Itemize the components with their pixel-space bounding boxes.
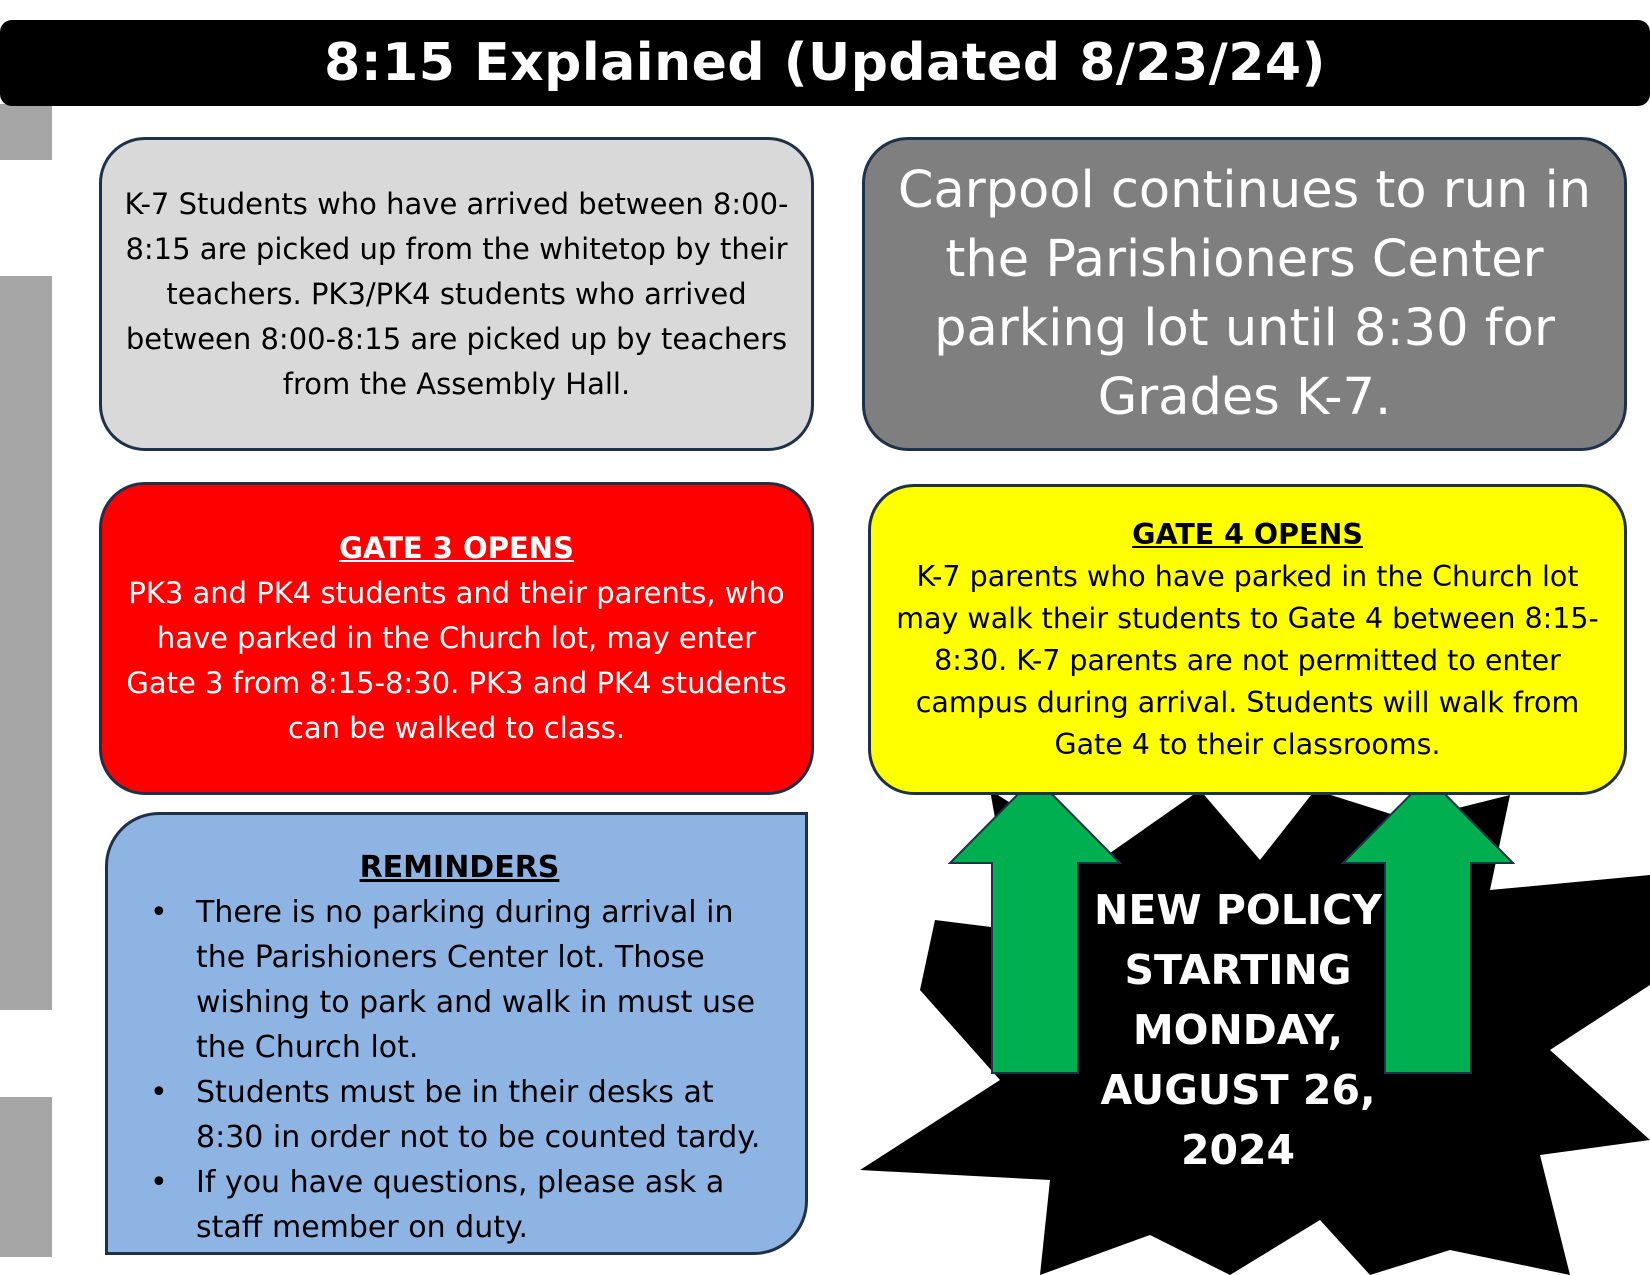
policy-line: NEW POLICY (1094, 886, 1382, 934)
new-policy-text (1078, 880, 1398, 1180)
reminders-box (105, 812, 808, 1255)
reminder-text: There is no parking during arrival in the Parishioners Center lot. Those wishing to park and walk in must use the Church lot. (196, 895, 756, 1065)
title-bar (0, 20, 1650, 106)
reminder-text: If you have questions, please ask a staff member on duty. (196, 1165, 725, 1245)
list-item (144, 890, 775, 1070)
gate3-heading: GATE 3 OPENS (339, 531, 574, 565)
reminders-list (144, 890, 775, 1250)
left-strip-bottom (0, 1097, 52, 1257)
reminder-text: Students must be in their desks at 8:30 in order not to be counted tardy. (196, 1075, 761, 1155)
k7-arrival-box (99, 137, 814, 451)
bullet-icon: • (150, 1075, 168, 1110)
policy-line: AUGUST 26, (1100, 1066, 1376, 1114)
policy-line: MONDAY, (1132, 1006, 1344, 1054)
list-item (144, 1070, 775, 1160)
bullet-icon: • (150, 1165, 168, 1200)
bullet-icon: • (150, 895, 168, 930)
page-title: 8:15 Explained (Updated 8/23/24) (324, 33, 1326, 93)
left-strip-middle (0, 276, 52, 1010)
reminders-heading: REMINDERS (359, 850, 560, 885)
carpool-text: Carpool continues to run in the Parishioners Center parking lot until 8:30 for Grades K-7. (897, 161, 1592, 427)
gate4-heading: GATE 4 OPENS (1132, 517, 1363, 551)
carpool-box (862, 137, 1627, 451)
gate3-box (99, 482, 814, 795)
gate4-box (868, 484, 1627, 795)
policy-line: 2024 (1180, 1126, 1296, 1174)
k7-arrival-text: K-7 Students who have arrived between 8:00-8:15 are picked up from the whitetop by their teachers. PK3/PK4 students who arrived between 8:00-8:15 are picked up by teachers from the Assembly Hall. (124, 186, 789, 401)
policy-line: STARTING (1124, 946, 1352, 994)
list-item (144, 1160, 775, 1250)
gate3-text: PK3 and PK4 students and their parents, who have parked in the Church lot, may enter Gate 3 from 8:15-8:30. PK3 and PK4 students can be walked to class. (126, 576, 787, 745)
gate4-text: K-7 parents who have parked in the Church lot may walk their students to Gate 4 between 8:15-8:30. K-7 parents are not permitted to enter campus during arrival. Students will walk from Gate 4 to their classrooms. (896, 559, 1599, 761)
left-strip-top (0, 104, 52, 160)
